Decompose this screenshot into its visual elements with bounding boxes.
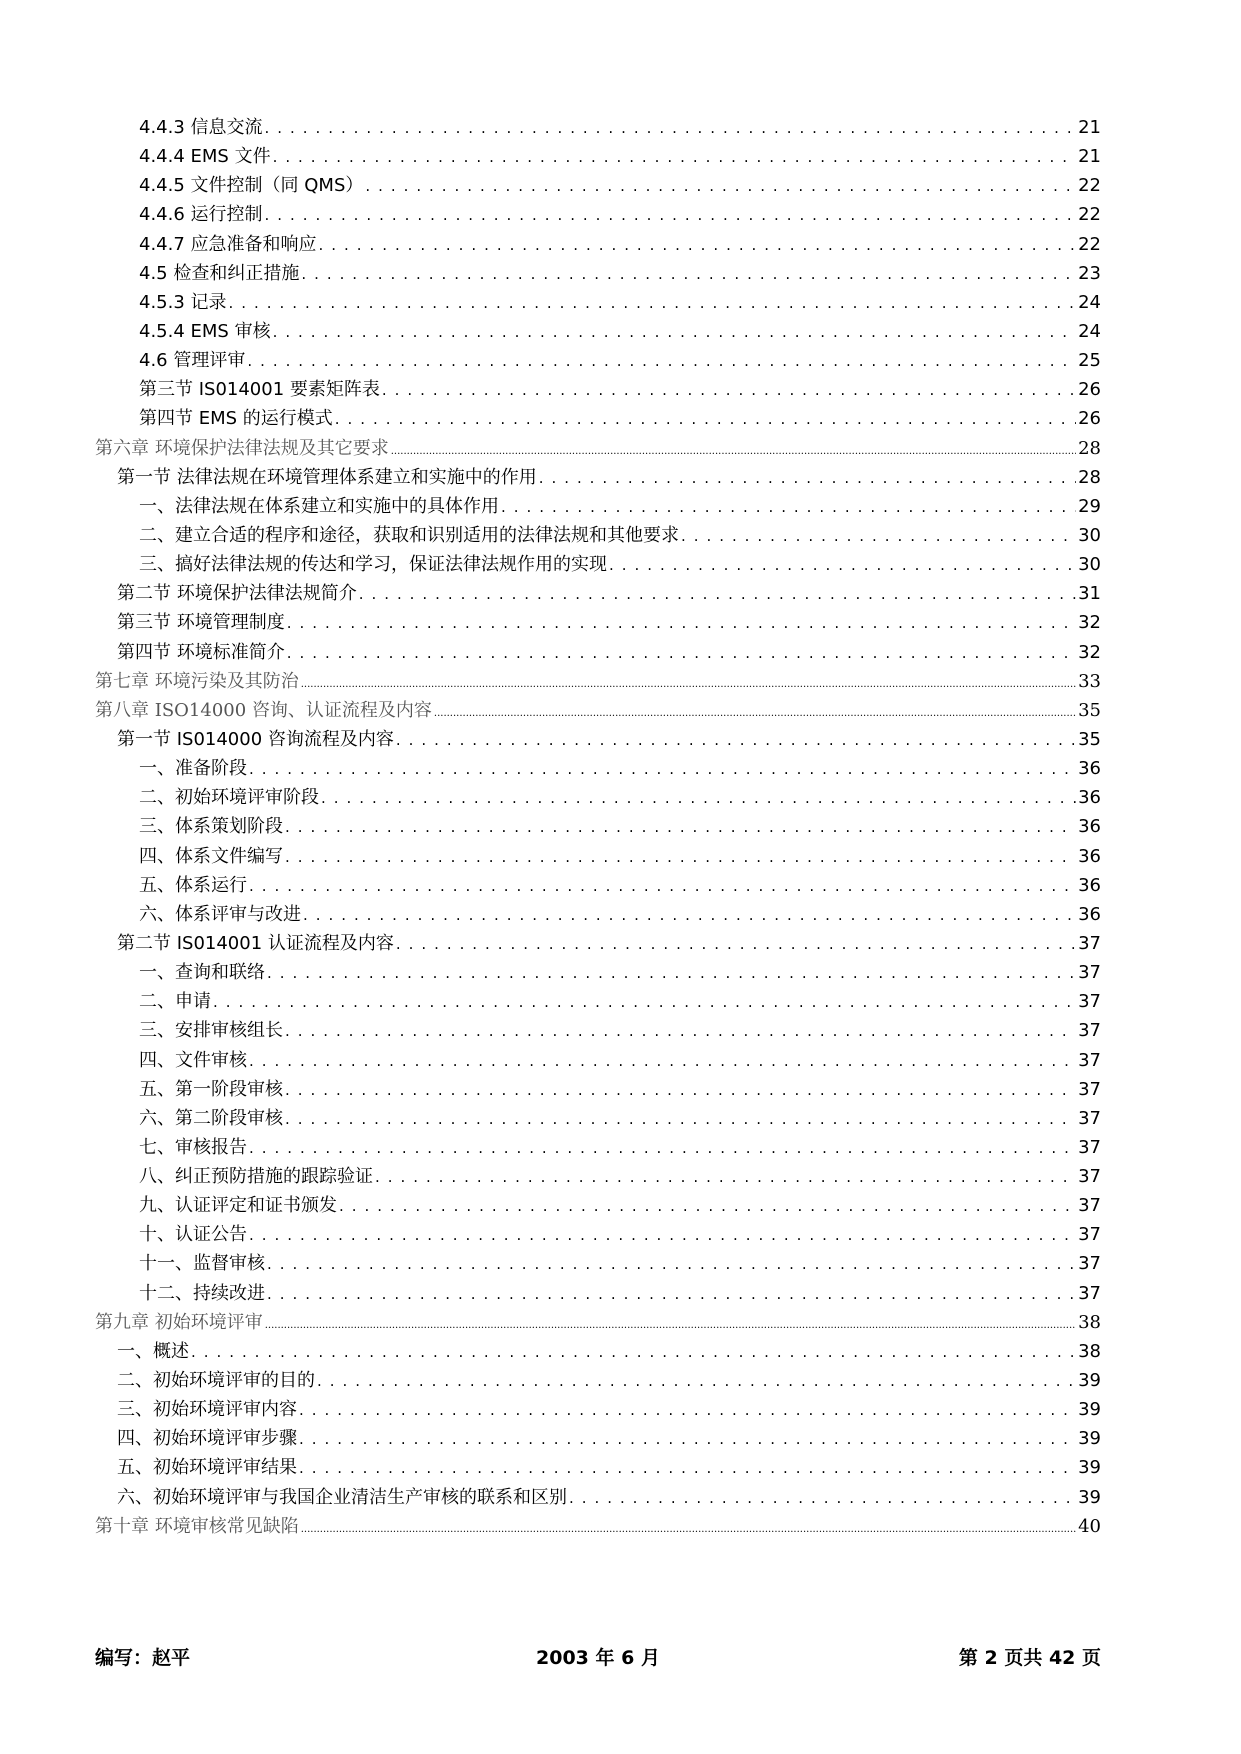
toc-entry-page: 36	[1078, 787, 1101, 809]
toc-dot-leader	[301, 265, 1076, 283]
toc-entry-page: 35	[1078, 699, 1101, 721]
toc-entry-title: 七、审核报告	[139, 1136, 247, 1158]
toc-entry-title: 六、第二阶段审核	[139, 1107, 283, 1129]
toc-entry[interactable]	[95, 550, 1101, 579]
toc-entry[interactable]	[95, 900, 1101, 929]
page-footer	[95, 1643, 1101, 1673]
toc-dot-leader	[319, 236, 1077, 254]
toc-entry-page: 39	[1078, 1370, 1101, 1392]
toc-entry-title: 六、体系评审与改进	[139, 903, 301, 925]
footer-date: 2003 年 6 月	[536, 1647, 660, 1669]
toc-entry[interactable]	[95, 375, 1101, 404]
toc-dot-leader	[285, 818, 1076, 836]
toc-entry-title: 4.6 管理评审	[139, 350, 246, 372]
toc-entry-page: 24	[1078, 291, 1101, 313]
toc-entry-page: 37	[1078, 1049, 1101, 1071]
toc-chapter-entry[interactable]	[95, 696, 1101, 725]
toc-entry-title: 第二节 环境保护法律法规简介	[117, 583, 357, 605]
toc-entry-title: 第八章 ISO14000 咨询、认证流程及内容	[95, 699, 432, 721]
toc-entry-title: 一、准备阶段	[139, 758, 247, 780]
toc-entry-title: 四、体系文件编写	[139, 845, 283, 867]
toc-entry-title: 四、初始环境评审步骤	[117, 1428, 297, 1450]
toc-entry-title: 4.4.6 运行控制	[139, 204, 263, 226]
toc-dot-leader	[229, 294, 1077, 312]
toc-dot-leader	[287, 644, 1076, 662]
toc-entry[interactable]	[95, 463, 1101, 492]
toc-entry[interactable]	[95, 638, 1101, 667]
toc-entry-title: 第七章 环境污染及其防治	[95, 670, 299, 692]
toc-dot-leader	[501, 498, 1076, 516]
toc-entry-page: 25	[1078, 350, 1101, 372]
toc-dot-leader	[273, 148, 1077, 166]
toc-entry-title: 五、初始环境评审结果	[117, 1457, 297, 1479]
toc-dot-leader	[359, 585, 1076, 603]
toc-entry-title: 五、体系运行	[139, 874, 247, 896]
toc-entry-title: 第三节 IS014001 要素矩阵表	[139, 379, 380, 401]
toc-dot-leader	[285, 1110, 1076, 1128]
toc-entry-page: 37	[1078, 932, 1101, 954]
toc-entry-page: 37	[1078, 1224, 1101, 1246]
toc-dot-leader	[249, 1052, 1076, 1070]
toc-dot-leader	[321, 789, 1076, 807]
toc-entry-page: 36	[1078, 903, 1101, 925]
toc-entry[interactable]	[95, 1016, 1101, 1045]
toc-dot-leader	[434, 708, 1076, 719]
toc-dot-leader	[273, 323, 1077, 341]
toc-entry[interactable]	[95, 288, 1101, 317]
toc-dot-leader	[339, 1197, 1076, 1215]
toc-entry-title: 三、体系策划阶段	[139, 816, 283, 838]
toc-entry-title: 4.4.5 文件控制（同 QMS）	[139, 175, 364, 197]
toc-entry[interactable]	[95, 958, 1101, 987]
toc-entry-title: 四、文件审核	[139, 1049, 247, 1071]
toc-entry-page: 36	[1078, 816, 1101, 838]
toc-entry[interactable]	[95, 1279, 1101, 1308]
toc-entry[interactable]	[95, 929, 1101, 958]
toc-entry[interactable]	[95, 1366, 1101, 1395]
toc-entry-title: 第三节 环境管理制度	[117, 612, 285, 634]
toc-entry[interactable]	[95, 1337, 1101, 1366]
toc-entry[interactable]	[95, 259, 1101, 288]
toc-entry-title: 4.4.3 信息交流	[139, 117, 263, 138]
toc-dot-leader	[303, 906, 1076, 924]
toc-entry[interactable]	[95, 783, 1101, 812]
toc-entry-title: 五、第一阶段审核	[139, 1078, 283, 1100]
toc-entry-title: 第一节 IS014000 咨询流程及内容	[117, 728, 394, 750]
toc-entry-page: 37	[1078, 1020, 1101, 1042]
toc-entry[interactable]	[95, 200, 1101, 229]
footer-author: 编写：赵平	[95, 1647, 191, 1669]
toc-dot-leader	[287, 614, 1076, 632]
toc-entry-title: 二、初始环境评审阶段	[139, 787, 319, 809]
toc-entry-page: 37	[1078, 1195, 1101, 1217]
toc-entry-page: 32	[1078, 612, 1101, 634]
toc-chapter-entry[interactable]	[95, 434, 1101, 463]
toc-entry-page: 22	[1078, 175, 1101, 197]
toc-entry[interactable]	[95, 579, 1101, 608]
toc-entry-title: 第九章 初始环境评审	[95, 1311, 263, 1333]
toc-entry-page: 37	[1078, 1107, 1101, 1129]
toc-entry-title: 第十章 环境审核常见缺陷	[95, 1515, 299, 1537]
toc-dot-leader	[213, 993, 1076, 1011]
toc-entry-page: 37	[1078, 1136, 1101, 1158]
toc-entry-page: 37	[1078, 1253, 1101, 1275]
toc-entry-title: 十、认证公告	[139, 1224, 247, 1246]
toc-entry-page: 24	[1078, 320, 1101, 342]
toc-entry[interactable]	[95, 404, 1101, 433]
toc-entry[interactable]	[95, 1220, 1101, 1249]
toc-entry[interactable]	[95, 1133, 1101, 1162]
toc-entry-page: 22	[1078, 233, 1101, 255]
toc-dot-leader	[301, 679, 1076, 690]
toc-entry-page: 40	[1078, 1515, 1101, 1537]
toc-entry-page: 37	[1078, 991, 1101, 1013]
toc-dot-leader	[285, 1022, 1076, 1040]
toc-dot-leader	[267, 1285, 1076, 1303]
toc-entry[interactable]	[95, 1249, 1101, 1278]
table-of-contents	[95, 113, 1101, 1541]
toc-entry-title: 第六章 环境保护法律法规及其它要求	[95, 437, 389, 459]
toc-entry-title: 4.5.3 记录	[139, 291, 227, 313]
toc-entry-page: 31	[1078, 583, 1101, 605]
toc-entry-page: 38	[1078, 1340, 1101, 1362]
toc-entry-title: 4.4.4 EMS 文件	[139, 146, 271, 168]
toc-dot-leader	[249, 1139, 1076, 1157]
toc-entry-page: 26	[1078, 408, 1101, 430]
toc-entry[interactable]	[95, 171, 1101, 200]
toc-dot-leader	[609, 556, 1076, 574]
toc-dot-leader	[249, 1226, 1076, 1244]
toc-entry-title: 一、法律法规在体系建立和实施中的具体作用	[139, 495, 499, 517]
footer-page-number: 第 2 页共 42 页	[958, 1647, 1101, 1669]
toc-entry[interactable]	[95, 1075, 1101, 1104]
toc-dot-leader	[299, 1401, 1076, 1419]
toc-dot-leader	[247, 352, 1076, 370]
toc-entry-page: 39	[1078, 1399, 1101, 1421]
toc-entry-title: 三、搞好法律法规的传达和学习，保证法律法规作用的实现	[139, 554, 607, 576]
toc-dot-leader	[396, 731, 1076, 749]
toc-entry[interactable]	[95, 346, 1101, 375]
toc-dot-leader	[267, 1255, 1076, 1273]
toc-entry-page: 37	[1078, 962, 1101, 984]
toc-entry-page: 37	[1078, 1078, 1101, 1100]
toc-entry[interactable]	[95, 1191, 1101, 1220]
toc-entry-title: 第二节 IS014001 认证流程及内容	[117, 932, 394, 954]
toc-dot-leader	[335, 410, 1076, 428]
toc-entry[interactable]	[95, 230, 1101, 259]
toc-entry[interactable]	[95, 1424, 1101, 1453]
toc-entry-page: 36	[1078, 845, 1101, 867]
toc-chapter-entry[interactable]	[95, 1512, 1101, 1541]
toc-dot-leader	[375, 1168, 1076, 1186]
toc-entry[interactable]	[95, 871, 1101, 900]
toc-entry-title: 二、初始环境评审的目的	[117, 1370, 315, 1392]
toc-entry-page: 33	[1078, 670, 1101, 692]
toc-entry[interactable]	[95, 492, 1101, 521]
toc-entry-title: 三、初始环境评审内容	[117, 1399, 297, 1421]
toc-dot-leader	[569, 1489, 1076, 1507]
toc-entry-page: 37	[1078, 1166, 1101, 1188]
toc-dot-leader	[191, 1343, 1076, 1361]
toc-entry[interactable]	[95, 142, 1101, 171]
toc-entry-page: 30	[1078, 524, 1101, 546]
toc-entry-page: 39	[1078, 1457, 1101, 1479]
toc-entry-title: 三、安排审核组长	[139, 1020, 283, 1042]
toc-entry-title: 二、申请	[139, 991, 211, 1013]
toc-entry-title: 六、初始环境评审与我国企业清洁生产审核的联系和区别	[117, 1486, 567, 1508]
toc-dot-leader	[285, 1081, 1076, 1099]
toc-entry[interactable]	[95, 1453, 1101, 1482]
toc-dot-leader	[301, 1524, 1076, 1535]
toc-dot-leader	[265, 206, 1077, 224]
toc-entry-title: 第四节 EMS 的运行模式	[139, 408, 333, 430]
toc-entry-page: 35	[1078, 728, 1101, 750]
toc-dot-leader	[249, 877, 1076, 895]
toc-entry[interactable]	[95, 812, 1101, 841]
toc-entry-page: 26	[1078, 379, 1101, 401]
toc-entry[interactable]	[95, 987, 1101, 1016]
toc-entry-page: 23	[1078, 262, 1101, 284]
toc-entry-title: 二、建立合适的程序和途径，获取和识别适用的法律法规和其他要求	[139, 524, 679, 546]
toc-entry-title: 4.4.7 应急准备和响应	[139, 233, 317, 255]
toc-entry[interactable]	[95, 1046, 1101, 1075]
toc-entry-title: 十一、监督审核	[139, 1253, 265, 1275]
toc-entry[interactable]	[95, 1104, 1101, 1133]
toc-entry[interactable]	[95, 1483, 1101, 1512]
toc-entry-page: 37	[1078, 1282, 1101, 1304]
toc-entry-title: 第一节 法律法规在环境管理体系建立和实施中的作用	[117, 466, 537, 488]
toc-entry[interactable]	[95, 1162, 1101, 1191]
toc-dot-leader	[299, 1430, 1076, 1448]
toc-entry[interactable]	[95, 113, 1101, 142]
toc-dot-leader	[365, 177, 1076, 195]
toc-entry-page: 21	[1078, 146, 1101, 168]
toc-dot-leader	[681, 527, 1076, 545]
toc-entry[interactable]	[95, 842, 1101, 871]
toc-dot-leader	[285, 848, 1076, 866]
toc-entry-page: 30	[1078, 554, 1101, 576]
toc-entry-title: 九、认证评定和证书颁发	[139, 1195, 337, 1217]
toc-dot-leader	[249, 760, 1076, 778]
toc-entry-title: 一、概述	[117, 1340, 189, 1362]
toc-entry[interactable]	[95, 725, 1101, 754]
toc-entry-title: 4.5.4 EMS 审核	[139, 320, 271, 342]
toc-entry-page: 39	[1078, 1428, 1101, 1450]
toc-dot-leader	[317, 1372, 1076, 1390]
toc-entry-page: 22	[1078, 204, 1101, 226]
toc-entry-page: 28	[1078, 466, 1101, 488]
toc-entry-page: 32	[1078, 641, 1101, 663]
toc-dot-leader	[265, 119, 1077, 137]
toc-entry-title: 第四节 环境标准简介	[117, 641, 285, 663]
toc-entry-title: 4.5 检查和纠正措施	[139, 262, 300, 284]
toc-entry-page: 39	[1078, 1486, 1101, 1508]
toc-entry-page: 36	[1078, 874, 1101, 896]
toc-entry-title: 一、查询和联络	[139, 962, 265, 984]
toc-entry-page: 21	[1078, 117, 1101, 138]
toc-dot-leader	[396, 935, 1076, 953]
toc-dot-leader	[539, 469, 1076, 487]
toc-entry[interactable]	[95, 608, 1101, 637]
toc-entry[interactable]	[95, 521, 1101, 550]
toc-dot-leader	[391, 446, 1076, 457]
toc-entry-page: 29	[1078, 495, 1101, 517]
toc-entry-title: 八、纠正预防措施的跟踪验证	[139, 1166, 373, 1188]
toc-entry-page: 38	[1078, 1311, 1101, 1333]
toc-chapter-entry[interactable]	[95, 667, 1101, 696]
toc-entry-page: 28	[1078, 437, 1101, 459]
toc-dot-leader	[267, 964, 1076, 982]
toc-dot-leader	[265, 1320, 1076, 1331]
toc-chapter-entry[interactable]	[95, 1308, 1101, 1337]
toc-entry[interactable]	[95, 754, 1101, 783]
toc-entry-title: 十二、持续改进	[139, 1282, 265, 1304]
toc-entry[interactable]	[95, 1395, 1101, 1424]
toc-dot-leader	[299, 1459, 1076, 1477]
toc-dot-leader	[382, 381, 1076, 399]
toc-entry-page: 36	[1078, 758, 1101, 780]
toc-entry[interactable]	[95, 317, 1101, 346]
